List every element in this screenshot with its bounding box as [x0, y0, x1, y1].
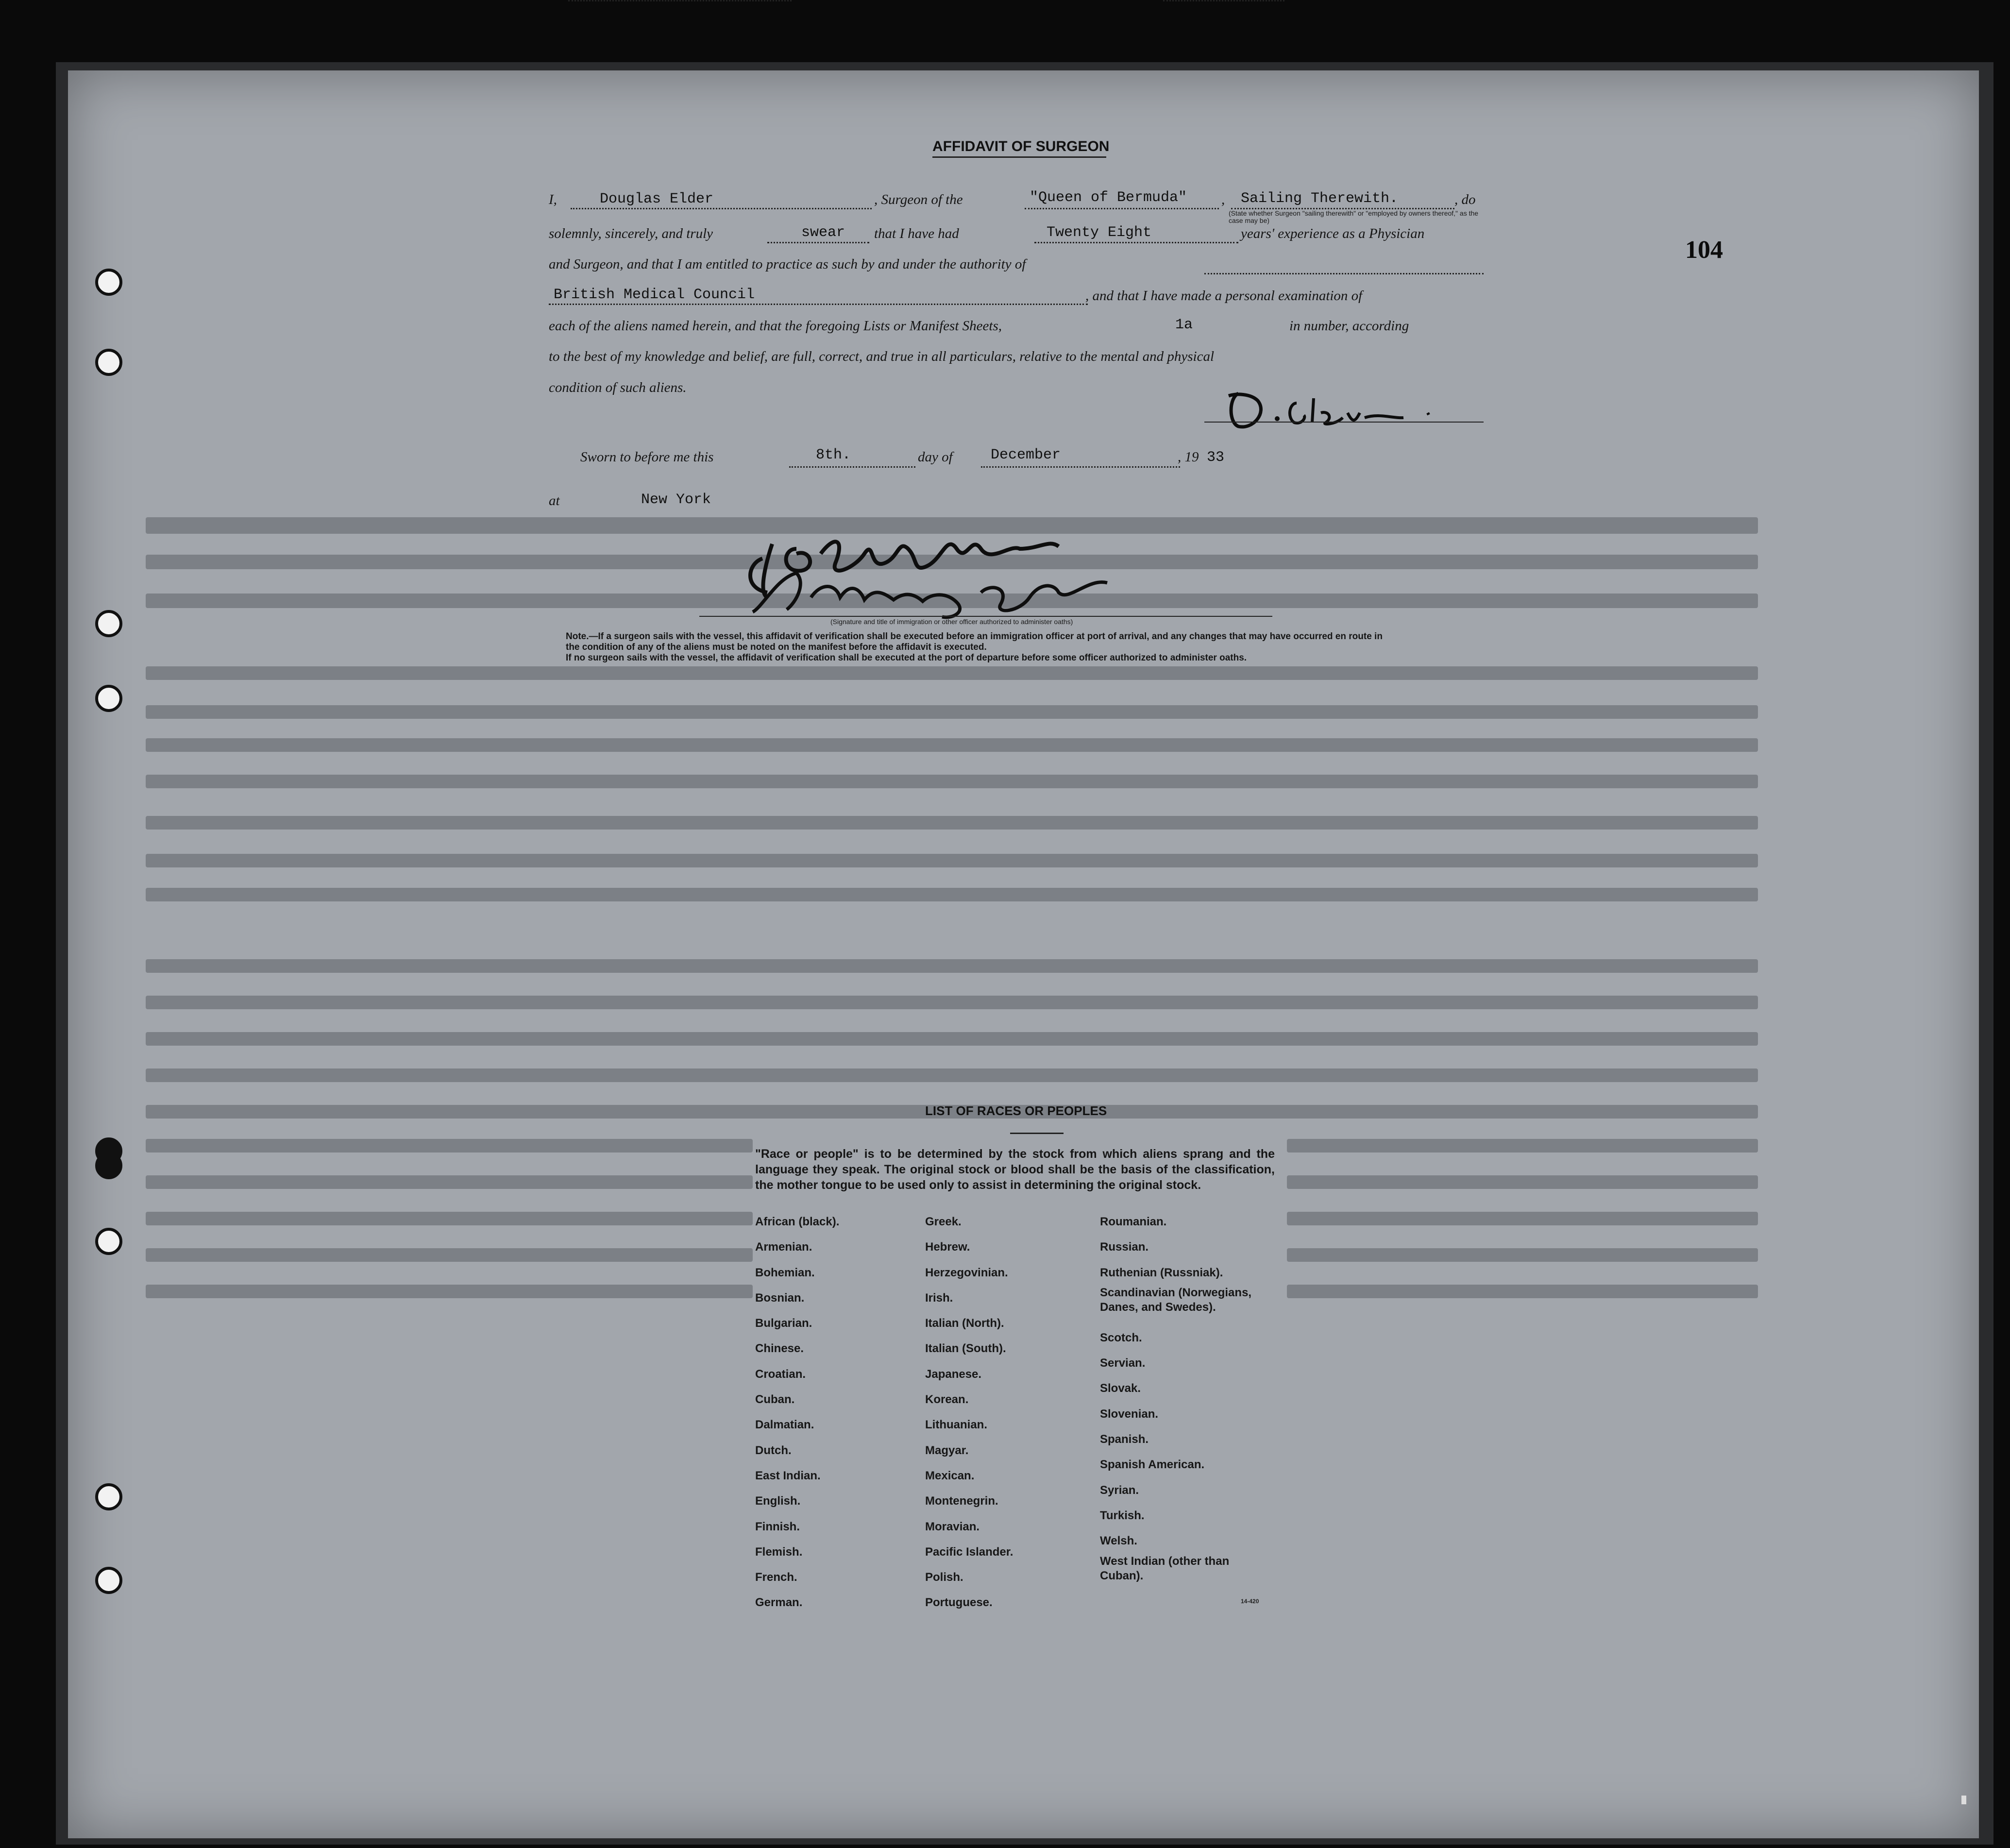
sworn-label: Sworn to before me this — [580, 449, 714, 465]
day-value: 8th. — [816, 447, 851, 463]
day-of-label: day of — [918, 449, 953, 465]
punch-hole — [95, 685, 122, 712]
years-value: Twenty Eight — [1047, 224, 1152, 241]
punch-hole — [95, 1228, 122, 1255]
comma: , — [1221, 192, 1225, 207]
authority-value: British Medical Council — [554, 287, 755, 303]
each-aliens-label: each of the aliens named herein, and that the foregoing Lists or Manifest Sheets, — [549, 318, 1002, 334]
surgeon-signature — [1209, 384, 1481, 437]
oath-value: swear — [801, 224, 845, 241]
year-prefix: , 19 — [1178, 449, 1199, 465]
races-column-2 — [925, 1209, 1013, 1616]
place-line — [568, 0, 792, 1]
race-item: German. — [755, 1596, 803, 1610]
name-line — [571, 208, 872, 209]
race-item: Finnish. — [755, 1520, 800, 1533]
officer-signature — [738, 520, 1214, 622]
race-item: East Indian. — [755, 1469, 821, 1482]
corner-mark — [1961, 1796, 1966, 1804]
officer-signature-line — [699, 616, 1272, 617]
races-column-3 — [1100, 1209, 1260, 1594]
race-item: Pacific Islander. — [925, 1545, 1013, 1559]
punch-hole — [95, 1152, 122, 1179]
note-line-3: If no surgeon sails with the vessel, the affidavit of verification shall be executed at the port of departure before some officer authorized to administer oaths. — [566, 653, 1247, 663]
race-item: Welsh. — [1100, 1534, 1137, 1548]
race-item: African (black). — [755, 1215, 840, 1228]
race-item: Greek. — [925, 1215, 962, 1228]
race-item: English. — [755, 1494, 801, 1508]
race-item: Italian (South). — [925, 1342, 1006, 1356]
races-intro: "Race or people" is to be determined by the stock from which aliens sprang and the language they speak. The original stock or blood shall be the basis of the classification, the mother tongue to be used only to assist in determining the original stock. — [755, 1147, 1275, 1192]
race-item: Magyar. — [925, 1443, 969, 1457]
race-item: Ruthenian (Russniak). — [1100, 1266, 1223, 1279]
race-item: West Indian (other than Cuban). — [1100, 1554, 1230, 1582]
race-item: Roumanian. — [1100, 1215, 1167, 1228]
title-underline — [932, 156, 1106, 158]
race-item: Flemish. — [755, 1545, 803, 1559]
day-line — [789, 466, 915, 468]
race-item: Russian. — [1100, 1240, 1149, 1254]
authority-label: and Surgeon, and that I am entitled to practice as such by and under the authority of — [549, 256, 1026, 272]
punch-hole — [95, 1567, 122, 1594]
surgeon-of-label: , Surgeon of the — [874, 192, 963, 207]
place-value: New York — [641, 492, 711, 508]
race-item: Mexican. — [925, 1469, 975, 1482]
race-item: Montenegrin. — [925, 1494, 998, 1508]
races-column-1 — [755, 1209, 839, 1616]
years-line — [1034, 242, 1238, 243]
race-item: Spanish American. — [1100, 1458, 1205, 1472]
affidavit-i: I, — [549, 192, 557, 207]
oath-line — [767, 242, 869, 243]
state-note: (State whether Surgeon "sailing therewith" or "employed by owners thereof," as the case may be) — [1229, 209, 1479, 224]
surgeon-name: Douglas Elder — [600, 191, 714, 207]
race-item: Cuban. — [755, 1393, 795, 1407]
form-number: 14-420 — [1241, 1598, 1259, 1605]
signature-line — [1204, 422, 1484, 423]
authority-line-2 — [549, 304, 1088, 305]
race-item: Spanish. — [1100, 1433, 1149, 1446]
race-item: Scotch. — [1100, 1331, 1142, 1344]
years-experience-label: years' experience as a Physician — [1241, 226, 1425, 241]
month-line — [981, 466, 1180, 468]
examination-label: , and that I have made a personal examination of — [1085, 288, 1363, 304]
authority-line-1 — [1204, 273, 1484, 274]
punch-hole — [95, 1483, 122, 1510]
race-item: Armenian. — [755, 1240, 812, 1254]
vessel-name: "Queen of Bermuda" — [1030, 189, 1187, 206]
race-item: Japanese. — [925, 1367, 982, 1381]
vessel-line — [1025, 208, 1219, 209]
races-title: LIST OF RACES OR PEOPLES — [925, 1103, 1107, 1118]
race-item: Bosnian. — [755, 1291, 805, 1305]
race-item: Moravian. — [925, 1520, 980, 1533]
race-item: Syrian. — [1100, 1483, 1139, 1497]
race-item: Slovak. — [1100, 1382, 1141, 1395]
race-item: Italian (North). — [925, 1317, 1004, 1330]
affidavit-title: AFFIDAVIT OF SURGEON — [932, 138, 1110, 154]
punch-hole — [95, 610, 122, 637]
race-item: Bulgarian. — [755, 1317, 812, 1330]
sheet-count-line — [1163, 0, 1284, 1]
sailing-status: Sailing Therewith. — [1241, 190, 1399, 207]
race-item: Servian. — [1100, 1356, 1146, 1370]
race-item: Portuguese. — [925, 1596, 993, 1610]
punch-hole — [95, 269, 122, 296]
page-number: 104 — [1685, 236, 1723, 264]
race-item: French. — [755, 1571, 797, 1584]
solemnly-label: solemnly, sincerely, and truly — [549, 226, 713, 241]
race-item: Hebrew. — [925, 1240, 970, 1254]
race-item: Bohemian. — [755, 1266, 815, 1279]
condition-label: condition of such aliens. — [549, 380, 687, 395]
knowledge-label: to the best of my knowledge and belief, are full, correct, and true in all particulars, relative to the mental and physical — [549, 349, 1215, 364]
race-item: Polish. — [925, 1571, 963, 1584]
race-item: Croatian. — [755, 1367, 806, 1381]
punch-hole — [95, 349, 122, 376]
note-line-2: the condition of any of the aliens must be noted on the manifest before the affidavit is executed. — [566, 642, 987, 652]
month-value: December — [991, 447, 1061, 463]
race-item: Scandinavian (Norwegians, Danes, and Swedes). — [1100, 1286, 1252, 1314]
at-label: at — [549, 493, 560, 509]
race-item: Turkish. — [1100, 1509, 1145, 1522]
had-label: that I have had — [874, 226, 959, 241]
in-number-label: in number, according — [1289, 318, 1409, 334]
race-item: Herzegovinian. — [925, 1266, 1008, 1279]
race-item: Dalmatian. — [755, 1418, 814, 1432]
race-item: Slovenian. — [1100, 1407, 1159, 1421]
do-label: , do — [1454, 192, 1476, 207]
races-title-rule — [1010, 1133, 1064, 1134]
race-item: Dutch. — [755, 1443, 792, 1457]
note-line-1: Note.—If a surgeon sails with the vessel, this affidavit of verification shall be executed before an immigration officer at port of arrival, and any changes that may have occurred en route in — [566, 631, 1383, 642]
race-item: Chinese. — [755, 1342, 804, 1356]
sheet-count: 1a — [1175, 317, 1193, 333]
race-item: Lithuanian. — [925, 1418, 987, 1432]
race-item: Korean. — [925, 1393, 969, 1407]
year-suffix: 33 — [1207, 449, 1225, 466]
race-item: Irish. — [925, 1291, 953, 1305]
officer-caption: (Signature and title of immigration or other officer authorized to administer oaths) — [830, 618, 1073, 626]
manifest-sheet — [68, 70, 1979, 1838]
